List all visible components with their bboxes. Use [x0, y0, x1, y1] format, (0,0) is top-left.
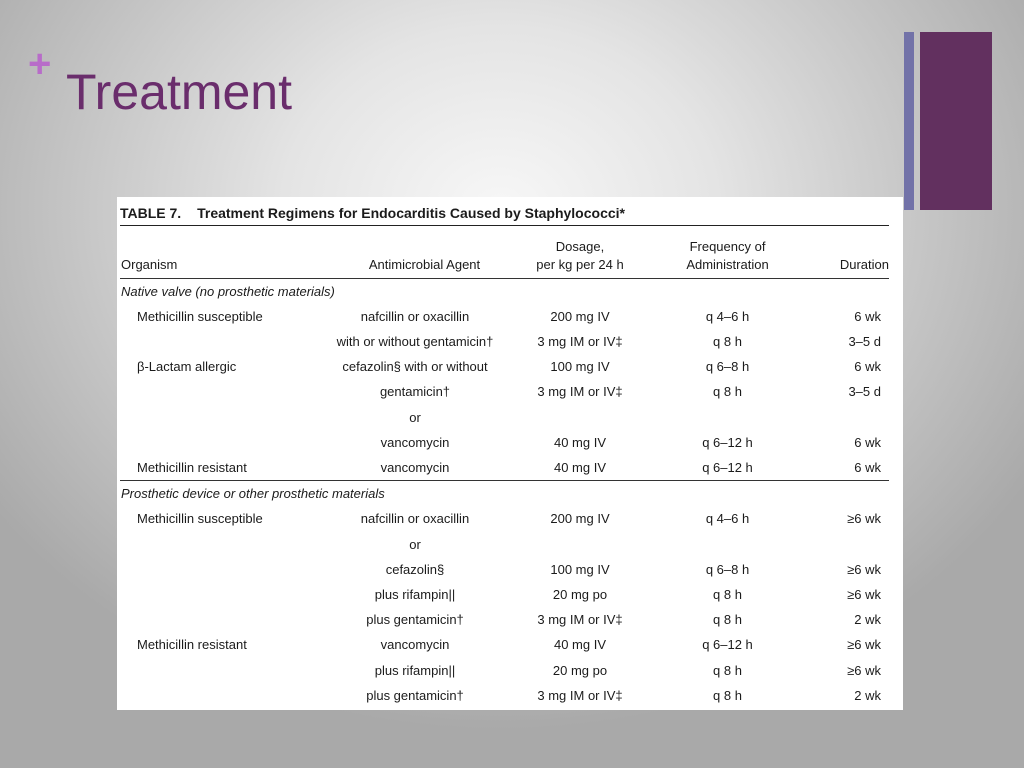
- cell-antimicrobial-agent: vancomycin: [380, 459, 450, 475]
- table-row: [120, 379, 889, 404]
- cell-dosage: 20 mg po: [552, 662, 608, 678]
- cell-duration: ≥6 wk: [847, 511, 881, 527]
- cell-antimicrobial-agent: nafcillin or oxacillin: [360, 308, 470, 324]
- section-title: Native valve (no prosthetic materials): [121, 283, 335, 299]
- cell-frequency: q 8 h: [713, 586, 742, 602]
- cell-antimicrobial-agent: gentamicin†: [379, 384, 451, 400]
- cell-dosage: 3 mg IM or IV‡: [537, 612, 623, 628]
- table-row: [120, 354, 889, 379]
- cell-frequency: [660, 532, 795, 557]
- cell-antimicrobial-agent: cefazolin§: [385, 561, 445, 577]
- table-row: [120, 532, 889, 557]
- cell-duration: 3–5 d: [848, 384, 881, 400]
- cell-frequency: [660, 405, 795, 430]
- header-duration: Duration: [795, 226, 889, 278]
- slide-title: Treatment: [66, 64, 293, 120]
- cell-frequency: q 8 h: [713, 687, 742, 703]
- cell-organism: [120, 582, 320, 607]
- cell-frequency: q 8 h: [713, 384, 742, 400]
- cell-organism: [120, 430, 320, 455]
- cell-duration: ≥6 wk: [847, 561, 881, 577]
- treatment-regimens-table: [120, 226, 889, 708]
- cell-organism: [120, 557, 320, 582]
- cell-organism: [120, 405, 320, 430]
- cell-organism: [120, 532, 320, 557]
- table-row: [120, 455, 889, 481]
- cell-duration: 2 wk: [854, 687, 881, 703]
- cell-frequency: q 8 h: [713, 662, 742, 678]
- cell-dosage: 40 mg IV: [553, 459, 607, 475]
- table-row: [120, 430, 889, 455]
- cell-dosage: 3 mg IM or IV‡: [537, 687, 623, 703]
- cell-duration: ≥6 wk: [847, 637, 881, 653]
- cell-organism: [120, 329, 320, 354]
- cell-duration: 6 wk: [854, 308, 881, 324]
- table-row: [120, 683, 889, 708]
- cell-duration: [795, 405, 889, 430]
- cell-duration: 3–5 d: [848, 333, 881, 349]
- cell-antimicrobial-agent: vancomycin: [380, 637, 450, 653]
- cell-frequency: q 6–8 h: [705, 359, 750, 375]
- cell-frequency: q 6–12 h: [702, 459, 753, 475]
- cell-frequency: q 4–6 h: [705, 308, 750, 324]
- cell-organism: Methicillin resistant: [137, 637, 247, 653]
- table-row: [120, 632, 889, 657]
- section-title: Prosthetic device or other prosthetic materials: [120, 481, 889, 507]
- cell-frequency: q 8 h: [713, 333, 742, 349]
- table-caption-text: Treatment Regimens for Endocarditis Caused by Staphylococci*: [197, 205, 625, 221]
- cell-duration: ≥6 wk: [847, 662, 881, 678]
- cell-organism: [120, 607, 320, 632]
- cell-duration: [795, 532, 889, 557]
- cell-antimicrobial-agent: nafcillin or oxacillin: [360, 511, 470, 527]
- cell-dosage: [500, 532, 660, 557]
- table-row: [120, 329, 889, 354]
- plus-icon: +: [28, 42, 52, 86]
- table-row: [120, 582, 889, 607]
- cell-antimicrobial-agent: or: [409, 536, 421, 552]
- cell-frequency: q 6–8 h: [705, 561, 750, 577]
- header-dosage: Dosage, per kg per 24 h: [500, 226, 660, 278]
- table-row: [120, 506, 889, 531]
- cell-antimicrobial-agent: with or without gentamicin†: [336, 333, 494, 349]
- treatment-table-image: [117, 197, 903, 710]
- cell-dosage: 3 mg IM or IV‡: [537, 333, 623, 349]
- table-row: [120, 607, 889, 632]
- header-frequency: Frequency of Administration: [660, 226, 795, 278]
- table-caption-label: TABLE 7.: [120, 205, 182, 221]
- cell-frequency: q 8 h: [713, 612, 742, 628]
- cell-duration: 2 wk: [854, 612, 881, 628]
- cell-dosage: 100 mg IV: [550, 359, 610, 375]
- cell-frequency: q 4–6 h: [705, 511, 750, 527]
- accent-bar-purple: [920, 32, 992, 210]
- cell-duration: 6 wk: [854, 359, 881, 375]
- cell-dosage: 200 mg IV: [550, 308, 610, 324]
- cell-antimicrobial-agent: plus gentamicin†: [366, 612, 464, 628]
- cell-dosage: [500, 405, 660, 430]
- cell-dosage: 200 mg IV: [550, 511, 610, 527]
- table-row: [120, 658, 889, 683]
- cell-organism: β-Lactam allergic: [137, 359, 237, 375]
- section-header-row: [120, 481, 889, 507]
- header-organism: Organism: [120, 226, 320, 278]
- cell-dosage: 3 mg IM or IV‡: [537, 384, 623, 400]
- cell-organism: Methicillin susceptible: [137, 511, 263, 527]
- table-row: [120, 304, 889, 329]
- cell-duration: 6 wk: [854, 434, 881, 450]
- cell-dosage: 20 mg po: [552, 586, 608, 602]
- cell-antimicrobial-agent: plus rifampin||: [374, 662, 456, 678]
- cell-organism: [120, 683, 320, 708]
- cell-antimicrobial-agent: vancomycin: [380, 434, 450, 450]
- cell-dosage: 40 mg IV: [553, 637, 607, 653]
- cell-dosage: 40 mg IV: [553, 434, 607, 450]
- cell-duration: ≥6 wk: [847, 586, 881, 602]
- cell-duration: 6 wk: [854, 459, 881, 475]
- section-header-row: [120, 278, 889, 304]
- cell-frequency: q 6–12 h: [702, 637, 753, 653]
- cell-dosage: 100 mg IV: [550, 561, 610, 577]
- accent-bar-blue: [904, 32, 914, 210]
- cell-organism: [120, 379, 320, 404]
- cell-frequency: q 6–12 h: [702, 434, 753, 450]
- cell-antimicrobial-agent: or: [409, 409, 421, 425]
- cell-organism: Methicillin susceptible: [137, 308, 263, 324]
- cell-organism: [120, 658, 320, 683]
- header-antimicrobial-agent: Antimicrobial Agent: [320, 226, 500, 278]
- cell-organism: Methicillin resistant: [137, 459, 247, 475]
- table-body: [120, 278, 889, 708]
- table-row: [120, 557, 889, 582]
- table-header-row: [120, 226, 889, 278]
- table-row: [120, 405, 889, 430]
- cell-antimicrobial-agent: cefazolin§ with or without: [342, 359, 488, 375]
- cell-antimicrobial-agent: plus rifampin||: [374, 586, 456, 602]
- cell-antimicrobial-agent: plus gentamicin†: [366, 687, 464, 703]
- table-caption: [120, 201, 889, 226]
